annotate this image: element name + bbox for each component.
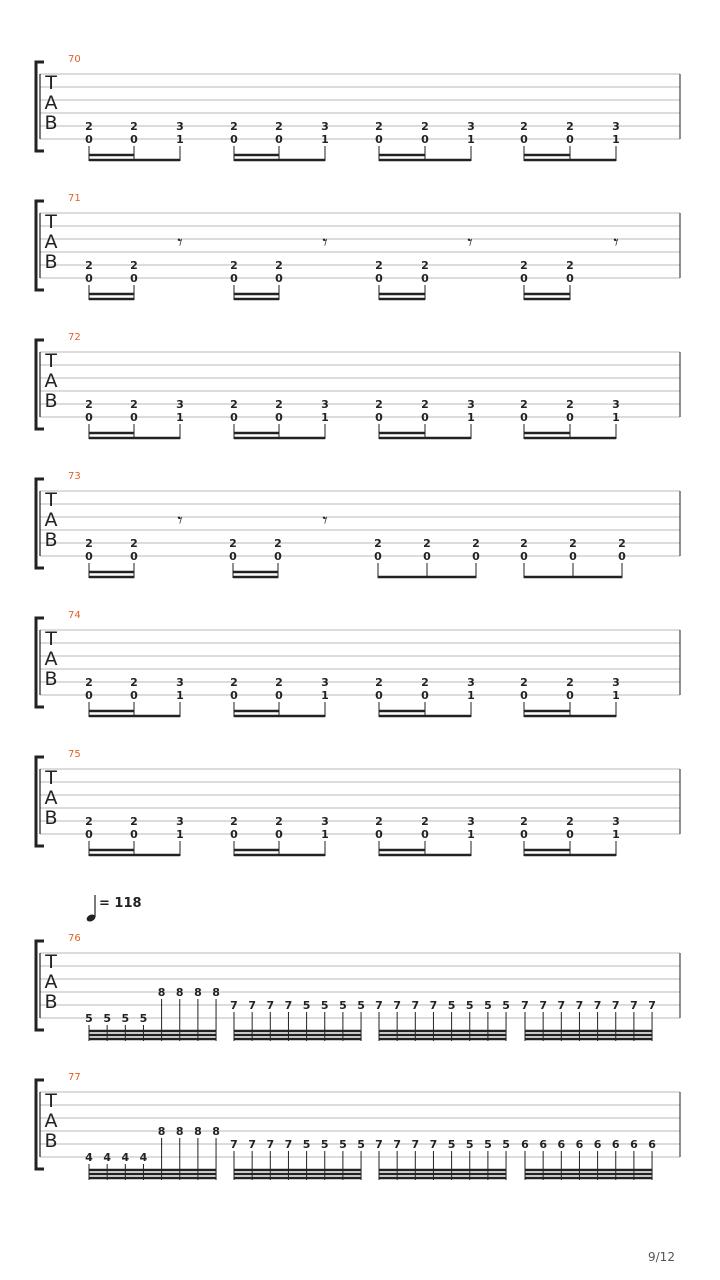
fret-number: 6 <box>539 1138 547 1151</box>
fret-number: 1 <box>176 411 184 424</box>
fret-number: 6 <box>557 1138 566 1151</box>
fret-number: 0 <box>421 133 429 146</box>
fret-number: 0 <box>566 272 574 285</box>
fret-number: 0 <box>421 828 429 841</box>
fret-number: 3 <box>467 398 475 411</box>
tab-clef-letter: A <box>44 787 58 809</box>
fret-number: 3 <box>612 815 620 828</box>
fret-number: 0 <box>472 550 480 563</box>
fret-number: 5 <box>357 999 365 1012</box>
fret-number: 2 <box>275 676 283 689</box>
fret-number: 2 <box>375 259 383 272</box>
fret-number: 7 <box>575 999 584 1012</box>
tab-clef-letter: T <box>45 350 57 372</box>
fret-number: 3 <box>467 676 475 689</box>
fret-number: 2 <box>85 398 93 411</box>
tab-clef-letter: A <box>44 231 58 253</box>
fret-number: 2 <box>230 398 238 411</box>
fret-number: 3 <box>176 120 184 133</box>
fret-number: 0 <box>230 133 238 146</box>
tab-clef-letter: B <box>44 807 58 829</box>
fret-number: 2 <box>375 120 383 133</box>
tab-clef-letter: A <box>44 370 58 392</box>
fret-number: 0 <box>230 689 238 702</box>
fret-number: 8 <box>194 1125 202 1138</box>
fret-number: 7 <box>611 999 620 1012</box>
tab-clef-letter: T <box>45 767 57 789</box>
fret-number: 0 <box>130 411 138 424</box>
fret-number: 3 <box>467 815 475 828</box>
fret-number: 2 <box>130 398 138 411</box>
fret-number: 2 <box>566 259 574 272</box>
fret-number: 2 <box>275 398 283 411</box>
fret-number: 2 <box>85 120 93 133</box>
fret-number: 2 <box>85 259 93 272</box>
fret-number: 5 <box>502 1138 510 1151</box>
fret-number: 2 <box>130 120 138 133</box>
fret-number: 7 <box>557 999 566 1012</box>
fret-number: 2 <box>421 259 429 272</box>
fret-number: 0 <box>520 689 528 702</box>
fret-number: 5 <box>302 1138 311 1151</box>
fret-number: 5 <box>465 999 474 1012</box>
measure-number: 73 <box>68 471 81 482</box>
fret-number: 0 <box>520 550 528 563</box>
fret-number: 2 <box>85 815 93 828</box>
fret-number: 0 <box>275 689 283 702</box>
fret-number: 2 <box>421 120 429 133</box>
fret-number: 1 <box>467 828 475 841</box>
fret-number: 0 <box>85 689 93 702</box>
fret-number: 2 <box>423 537 431 550</box>
measure-number: 71 <box>68 193 81 204</box>
fret-number: 2 <box>569 537 577 550</box>
fret-number: 3 <box>612 398 620 411</box>
fret-number: 0 <box>274 550 282 563</box>
tab-clef-letter: A <box>44 92 58 114</box>
fret-number: 0 <box>85 550 93 563</box>
fret-number: 2 <box>421 815 429 828</box>
tab-clef-letter: B <box>44 991 58 1013</box>
eighth-rest: 𝄾 <box>322 508 328 532</box>
tab-clef-letter: B <box>44 668 58 690</box>
fret-number: 8 <box>212 1125 220 1138</box>
eighth-rest: 𝄾 <box>322 230 328 254</box>
fret-number: 7 <box>648 999 656 1012</box>
fret-number: 5 <box>484 1138 492 1151</box>
fret-number: 4 <box>103 1151 111 1164</box>
fret-number: 7 <box>375 999 383 1012</box>
tab-clef-letter: B <box>44 112 58 134</box>
tab-clef-letter: T <box>45 951 57 973</box>
fret-number: 2 <box>230 676 238 689</box>
quarter-note-icon <box>84 893 98 923</box>
fret-number: 0 <box>275 828 283 841</box>
fret-number: 1 <box>612 689 620 702</box>
tab-clef-letter: T <box>45 211 57 233</box>
fret-number: 7 <box>411 1138 420 1151</box>
fret-number: 2 <box>230 815 238 828</box>
fret-number: 7 <box>429 999 438 1012</box>
fret-number: 0 <box>85 133 93 146</box>
tab-clef-letter: A <box>44 509 58 531</box>
fret-number: 8 <box>194 986 202 999</box>
fret-number: 2 <box>230 259 238 272</box>
fret-number: 1 <box>321 411 329 424</box>
fret-number: 0 <box>375 133 383 146</box>
fret-number: 3 <box>176 815 184 828</box>
fret-number: 7 <box>230 999 238 1012</box>
fret-number: 0 <box>520 133 528 146</box>
tab-clef-letter: B <box>44 390 58 412</box>
fret-number: 5 <box>484 999 492 1012</box>
fret-number: 0 <box>375 272 383 285</box>
fret-number: 0 <box>520 411 528 424</box>
eighth-rest: 𝄾 <box>467 230 473 254</box>
fret-number: 2 <box>618 537 626 550</box>
fret-number: 2 <box>375 676 383 689</box>
fret-number: 5 <box>339 999 347 1012</box>
tab-clef-letter: A <box>44 1110 58 1132</box>
fret-number: 2 <box>520 398 528 411</box>
fret-number: 0 <box>374 550 382 563</box>
fret-number: 2 <box>85 676 93 689</box>
fret-number: 2 <box>130 815 138 828</box>
measure-number: 74 <box>68 610 81 621</box>
fret-number: 1 <box>176 828 184 841</box>
fret-number: 2 <box>275 259 283 272</box>
fret-number: 0 <box>520 272 528 285</box>
tab-clef-letter: T <box>45 1090 57 1112</box>
fret-number: 1 <box>612 133 620 146</box>
fret-number: 7 <box>266 1138 275 1151</box>
fret-number: 0 <box>421 272 429 285</box>
fret-number: 8 <box>212 986 220 999</box>
measure-number: 72 <box>68 332 81 343</box>
fret-number: 0 <box>375 689 383 702</box>
fret-number: 1 <box>321 828 329 841</box>
fret-number: 0 <box>130 828 138 841</box>
fret-number: 5 <box>121 1012 130 1025</box>
fret-number: 0 <box>421 689 429 702</box>
fret-number: 0 <box>130 133 138 146</box>
fret-number: 3 <box>176 398 184 411</box>
eighth-rest: 𝄾 <box>177 230 183 254</box>
tab-clef-letter: T <box>45 72 57 94</box>
fret-number: 8 <box>157 986 166 999</box>
fret-number: 5 <box>320 1138 329 1151</box>
tempo-text: = 118 <box>99 896 142 911</box>
fret-number: 7 <box>593 999 602 1012</box>
fret-number: 8 <box>157 1125 166 1138</box>
fret-number: 4 <box>85 1151 93 1164</box>
fret-number: 7 <box>248 1138 256 1151</box>
fret-number: 0 <box>230 411 238 424</box>
fret-number: 5 <box>465 1138 474 1151</box>
fret-number: 8 <box>175 1125 184 1138</box>
fret-number: 0 <box>618 550 626 563</box>
fret-number: 1 <box>612 411 620 424</box>
fret-number: 2 <box>566 815 574 828</box>
fret-number: 3 <box>612 120 620 133</box>
fret-number: 2 <box>421 398 429 411</box>
fret-number: 1 <box>467 133 475 146</box>
fret-number: 6 <box>648 1138 656 1151</box>
fret-number: 2 <box>230 120 238 133</box>
measure-number: 75 <box>68 749 81 760</box>
fret-number: 7 <box>539 999 547 1012</box>
fret-number: 0 <box>85 272 93 285</box>
fret-number: 2 <box>421 676 429 689</box>
fret-number: 2 <box>472 537 480 550</box>
fret-number: 0 <box>230 272 238 285</box>
tab-clef-letter: A <box>44 648 58 670</box>
fret-number: 5 <box>339 1138 347 1151</box>
fret-number: 3 <box>321 398 329 411</box>
fret-number: 0 <box>423 550 431 563</box>
fret-number: 1 <box>467 689 475 702</box>
fret-number: 2 <box>275 815 283 828</box>
fret-number: 7 <box>284 1138 293 1151</box>
fret-number: 8 <box>175 986 184 999</box>
fret-number: 5 <box>447 999 456 1012</box>
fret-number: 7 <box>411 999 420 1012</box>
fret-number: 0 <box>130 550 138 563</box>
fret-number: 5 <box>85 1012 93 1025</box>
fret-number: 2 <box>566 676 574 689</box>
fret-number: 2 <box>229 537 237 550</box>
fret-number: 0 <box>375 411 383 424</box>
fret-number: 3 <box>612 676 620 689</box>
fret-number: 7 <box>393 999 401 1012</box>
fret-number: 1 <box>321 133 329 146</box>
fret-number: 7 <box>630 999 638 1012</box>
fret-number: 0 <box>275 133 283 146</box>
fret-number: 0 <box>85 411 93 424</box>
fret-number: 0 <box>229 550 237 563</box>
fret-number: 2 <box>375 815 383 828</box>
fret-number: 0 <box>130 689 138 702</box>
fret-number: 3 <box>321 120 329 133</box>
tab-clef-letter: T <box>45 489 57 511</box>
fret-number: 6 <box>521 1138 529 1151</box>
fret-number: 3 <box>321 676 329 689</box>
tab-clef-letter: B <box>44 251 58 273</box>
fret-number: 0 <box>566 411 574 424</box>
tab-clef-letter: T <box>45 628 57 650</box>
fret-number: 7 <box>230 1138 238 1151</box>
fret-number: 2 <box>130 676 138 689</box>
fret-number: 2 <box>85 537 93 550</box>
measure-number: 76 <box>68 933 81 944</box>
fret-number: 3 <box>176 676 184 689</box>
fret-number: 1 <box>612 828 620 841</box>
fret-number: 4 <box>139 1151 148 1164</box>
fret-number: 2 <box>566 398 574 411</box>
tab-clef-letter: B <box>44 1130 58 1152</box>
eighth-rest: 𝄾 <box>613 230 619 254</box>
fret-number: 0 <box>375 828 383 841</box>
fret-number: 2 <box>275 120 283 133</box>
page-number: 9/12 <box>648 1250 675 1264</box>
fret-number: 0 <box>566 689 574 702</box>
fret-number: 3 <box>321 815 329 828</box>
fret-number: 2 <box>374 537 382 550</box>
fret-number: 5 <box>447 1138 456 1151</box>
tab-clef-letter: A <box>44 971 58 993</box>
fret-number: 2 <box>274 537 282 550</box>
tab-clef-letter: B <box>44 529 58 551</box>
fret-number: 7 <box>266 999 275 1012</box>
fret-number: 2 <box>375 398 383 411</box>
fret-number: 0 <box>130 272 138 285</box>
fret-number: 1 <box>321 689 329 702</box>
fret-number: 0 <box>275 272 283 285</box>
fret-number: 3 <box>467 120 475 133</box>
fret-number: 1 <box>176 133 184 146</box>
fret-number: 7 <box>521 999 529 1012</box>
fret-number: 0 <box>275 411 283 424</box>
fret-number: 5 <box>357 1138 365 1151</box>
fret-number: 1 <box>467 411 475 424</box>
fret-number: 6 <box>575 1138 584 1151</box>
fret-number: 0 <box>569 550 577 563</box>
fret-number: 1 <box>176 689 184 702</box>
fret-number: 7 <box>375 1138 383 1151</box>
fret-number: 2 <box>520 259 528 272</box>
fret-number: 0 <box>85 828 93 841</box>
measure-number: 70 <box>68 54 81 65</box>
fret-number: 7 <box>393 1138 401 1151</box>
fret-number: 7 <box>284 999 293 1012</box>
fret-number: 5 <box>502 999 510 1012</box>
fret-number: 5 <box>302 999 311 1012</box>
fret-number: 4 <box>121 1151 130 1164</box>
fret-number: 0 <box>566 828 574 841</box>
measure-number: 77 <box>68 1072 81 1083</box>
fret-number: 2 <box>566 120 574 133</box>
fret-number: 2 <box>130 259 138 272</box>
fret-number: 2 <box>130 537 138 550</box>
fret-number: 0 <box>520 828 528 841</box>
fret-number: 6 <box>611 1138 620 1151</box>
fret-number: 2 <box>520 676 528 689</box>
fret-number: 5 <box>139 1012 148 1025</box>
fret-number: 0 <box>230 828 238 841</box>
fret-number: 6 <box>593 1138 602 1151</box>
fret-number: 5 <box>320 999 329 1012</box>
fret-number: 5 <box>103 1012 111 1025</box>
fret-number: 2 <box>520 815 528 828</box>
fret-number: 6 <box>630 1138 638 1151</box>
fret-number: 0 <box>421 411 429 424</box>
eighth-rest: 𝄾 <box>177 508 183 532</box>
fret-number: 2 <box>520 537 528 550</box>
fret-number: 0 <box>566 133 574 146</box>
fret-number: 2 <box>520 120 528 133</box>
fret-number: 7 <box>248 999 256 1012</box>
fret-number: 7 <box>429 1138 438 1151</box>
